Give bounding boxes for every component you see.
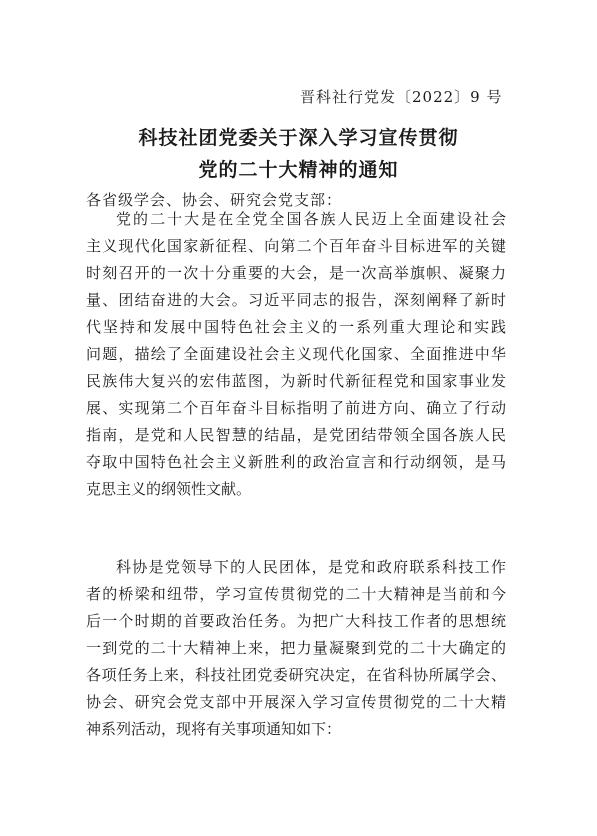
salutation: 各省级学会、协会、研究会党支部： (86, 191, 343, 209)
document-title-line-1: 科技社团党委关于深入学习宣传贯彻 (138, 127, 459, 149)
paragraph-line: 指南，是党和人民智慧的结晶，是党团结带领全国各族人民 (86, 426, 506, 444)
paragraph-line: 党的二十大是在全党全国各族人民迈上全面建设社会 (116, 210, 506, 228)
paragraph-line: 展、实现第二个百年奋斗目标指明了前进方向、确立了行动 (86, 399, 506, 417)
document-number: 晋科社行党发〔2022〕9 号 (300, 88, 503, 106)
paragraph-line: 后一个时期的首要政治任务。为把广大科技工作者的思想统 (86, 612, 506, 630)
paragraph-line: 主义现代化国家新征程、向第二个百年奋斗目标进军的关键 (86, 237, 506, 255)
paragraph-2 (86, 554, 506, 743)
paragraph-line: 问题，描绘了全面建设社会主义现代化国家、全面推进中华 (86, 345, 506, 363)
paragraph-line: 协会、研究会党支部中开展深入学习宣传贯彻党的二十大精 (86, 693, 506, 711)
paragraph-line: 量、团结奋进的大会。习近平同志的报告，深刻阐释了新时 (86, 291, 506, 309)
paragraph-line: 一到党的二十大精神上来，把力量凝聚到党的二十大确定的 (86, 639, 506, 657)
paragraph-line: 夺取中国特色社会主义新胜利的政治宣言和行动纲领，是马 (86, 453, 506, 471)
document-title-line-2: 党的二十大精神的通知 (198, 159, 399, 181)
paragraph-1 (86, 206, 506, 503)
paragraph-line: 各项任务上来，科技社团党委研究决定，在省科协所属学会、 (86, 666, 506, 684)
paragraph-line: 时刻召开的一次十分重要的大会，是一次高举旗帜、凝聚力 (86, 264, 506, 282)
paragraph-line: 民族伟大复兴的宏伟蓝图，为新时代新征程党和国家事业发 (86, 372, 506, 390)
paragraph-line: 克思主义的纲领性文献。 (86, 480, 252, 498)
paragraph-line: 代坚持和发展中国特色社会主义的一系列重大理论和实践 (86, 318, 506, 336)
paragraph-line: 者的桥梁和纽带，学习宣传贯彻党的二十大精神是当前和今 (86, 585, 506, 603)
paragraph-line: 神系列活动，现将有关事项通知如下： (86, 720, 342, 738)
paragraph-line: 科协是党领导下的人民团体，是党和政府联系科技工作 (116, 558, 506, 576)
